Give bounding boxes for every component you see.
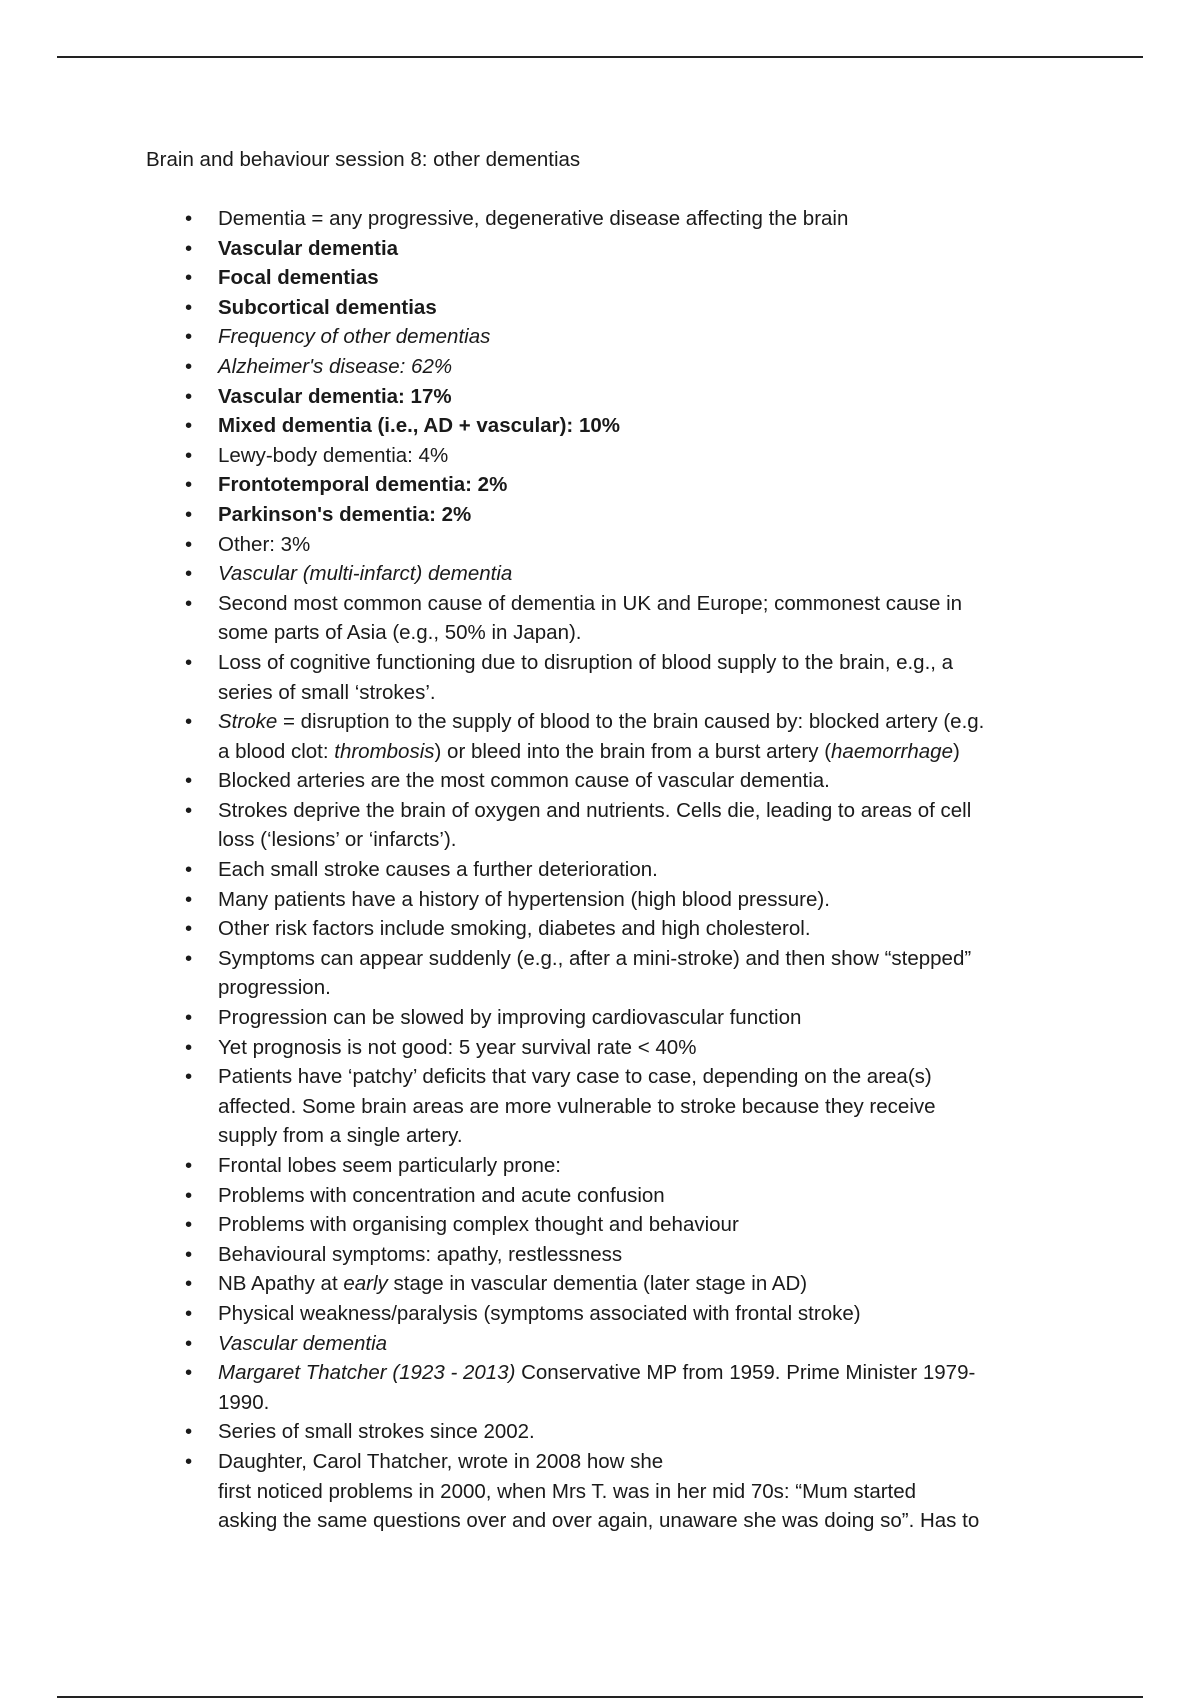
list-item-line [218,973,1068,1003]
list-item-line [218,1210,1068,1240]
list-item [218,500,1068,530]
list-item-line [218,1417,1068,1447]
list-item-line [218,1033,1068,1063]
text-run: affected. Some brain areas are more vulnerable to stroke because they receive [218,1094,936,1118]
text-run: supply from a single artery. [218,1124,463,1148]
text-run: Vascular dementia [218,236,399,260]
text-run: 1990. [218,1390,270,1414]
list-item [218,1358,1068,1417]
list-item-line [218,1447,1068,1477]
list-item-line [218,678,1068,708]
text-run: = disruption to the supply of blood to the brain caused by: blocked artery (e.g. [277,710,985,734]
list-item [218,1447,1068,1536]
text-run: Many patients have a history of hypertension (high blood pressure). [218,887,830,911]
text-run: some parts of Asia (e.g., 50% in Japan). [218,621,582,645]
list-item-line [218,1151,1068,1181]
list-item [218,796,1068,855]
text-run: series of small ‘strokes’. [218,680,436,704]
list-item [218,1269,1068,1299]
list-item [218,648,1068,707]
text-run: thrombosis [334,739,435,763]
list-item-line [218,293,1068,323]
list-item-line [218,352,1068,382]
text-run: Mixed dementia (i.e., AD + vascular): 10% [218,414,620,438]
text-run: loss (‘lesions’ or ‘infarcts’). [218,828,457,852]
text-run: Frontotemporal dementia: 2% [218,473,508,497]
text-run: Other risk factors include smoking, diabetes and high cholesterol. [218,917,811,941]
list-item [218,1062,1068,1151]
list-item [218,470,1068,500]
list-item [218,1003,1068,1033]
text-run: Lewy-body dementia: 4% [218,443,449,467]
list-item [218,766,1068,796]
list-item [218,1181,1068,1211]
bullet-list [218,204,1068,1536]
list-item-line [218,530,1068,560]
list-item-line [218,1092,1068,1122]
text-run: Frequency of other dementias [218,325,491,349]
text-run: NB Apathy at [218,1272,344,1296]
list-item-line [218,234,1068,264]
text-run: Physical weakness/paralysis (symptoms associated with frontal stroke) [218,1301,861,1325]
list-item-line [218,382,1068,412]
list-item [218,263,1068,293]
list-item [218,234,1068,264]
list-item-line [218,1477,1068,1507]
text-run: stage in vascular dementia (later stage in AD) [387,1272,808,1296]
list-item-line [218,766,1068,796]
list-item-line [218,914,1068,944]
list-item-line [218,441,1068,471]
list-item [218,1299,1068,1329]
text-run: a blood clot: [218,739,335,763]
list-item-line [218,589,1068,619]
text-run: Each small stroke causes a further deterioration. [218,858,658,882]
text-run: Progression can be slowed by improving cardiovascular function [218,1006,802,1030]
list-item [218,944,1068,1003]
list-item [218,1151,1068,1181]
text-run: first noticed problems in 2000, when Mrs T. was in her mid 70s: “Mum started [218,1479,917,1503]
list-item [218,530,1068,560]
list-item-line [218,885,1068,915]
text-run: Focal dementias [218,266,379,290]
text-run: Vascular (multi-infarct) dementia [218,562,513,586]
list-item [218,559,1068,589]
list-item [218,1329,1068,1359]
text-run: haemorrhage [831,739,953,763]
text-run: Series of small strokes since 2002. [218,1420,535,1444]
text-run: Vascular dementia: 17% [218,384,452,408]
text-run: Symptoms can appear suddenly (e.g., after a mini-stroke) and then show “stepped” [218,946,972,970]
text-run: Dementia = any progressive, degenerative disease affecting the brain [218,207,849,230]
text-run: Subcortical dementias [218,295,437,319]
text-run: Margaret Thatcher (1923 - 2013) [218,1361,516,1385]
list-item-line [218,1181,1068,1211]
list-item-line [218,322,1068,352]
text-run: Parkinson's dementia: 2% [218,502,472,526]
list-item [218,411,1068,441]
text-run: Behavioural symptoms: apathy, restlessness [218,1242,623,1266]
list-item-line [218,559,1068,589]
text-run: Yet prognosis is not good: 5 year survival rate < 40% [218,1035,697,1059]
text-run: Daughter, Carol Thatcher, wrote in 2008 how she [218,1449,664,1473]
list-item-line [218,796,1068,826]
list-item-line [218,944,1068,974]
list-item-line [218,1329,1068,1359]
list-item-line [218,1358,1068,1388]
text-run: ) [952,739,960,763]
list-item-line [218,500,1068,530]
list-item-line [218,1506,1068,1536]
text-run: progression. [218,976,331,1000]
list-item [218,204,1068,234]
text-run: Frontal lobes seem particularly prone: [218,1154,561,1177]
list-item-line [218,1388,1068,1418]
list-item-line [218,855,1068,885]
text-run: Blocked arteries are the most common cause of vascular dementia. [218,769,830,793]
list-item-line [218,263,1068,293]
list-item-line [218,1003,1068,1033]
text-run: asking the same questions over and over again, unaware she was doing so”. Has to [218,1509,980,1533]
list-item [218,293,1068,323]
list-item-line [218,825,1068,855]
list-item-line [218,411,1068,441]
text-run: Second most common cause of dementia in UK and Europe; commonest cause in [218,591,963,615]
text-run: Conservative MP from 1959. Prime Minister 1979- [515,1361,976,1385]
list-item [218,707,1068,766]
list-item [218,914,1068,944]
list-item-line [218,470,1068,500]
list-item-line [218,204,1068,234]
list-item [218,885,1068,915]
text-run: Problems with concentration and acute confusion [218,1183,665,1207]
list-item [218,322,1068,352]
list-item [218,441,1068,471]
list-item-line [218,737,1068,767]
text-run: ) or bleed into the brain from a burst artery ( [434,739,832,763]
list-item-line [218,1299,1068,1329]
list-item [218,352,1068,382]
list-item [218,1240,1068,1270]
text-run: Problems with organising complex thought and behaviour [218,1213,739,1237]
header-rule [57,56,1143,58]
footer-rule [57,1696,1143,1698]
list-item [218,855,1068,885]
document-title: Brain and behaviour session 8: other dementias [146,148,581,171]
text-run: Strokes deprive the brain of oxygen and nutrients. Cells die, leading to areas of cell [218,798,972,822]
text-run: early [343,1272,388,1296]
list-item [218,1033,1068,1063]
list-item [218,1210,1068,1240]
text-run: Loss of cognitive functioning due to disruption of blood supply to the brain, e.g., a [218,650,954,674]
list-item-line [218,1240,1068,1270]
list-item [218,589,1068,648]
text-run: Stroke [218,710,278,734]
list-item [218,382,1068,412]
list-item-line [218,1269,1068,1299]
text-run: Patients have ‘patchy’ deficits that vary case to case, depending on the area(s) [218,1065,932,1089]
list-item-line [218,1121,1068,1151]
list-item-line [218,707,1068,737]
text-run: Vascular dementia [218,1331,388,1355]
text-run: Alzheimer's disease: 62% [218,354,453,378]
list-item-line [218,618,1068,648]
list-item [218,1417,1068,1447]
list-item-line [218,648,1068,678]
list-item-line [218,1062,1068,1092]
text-run: Other: 3% [218,532,311,556]
